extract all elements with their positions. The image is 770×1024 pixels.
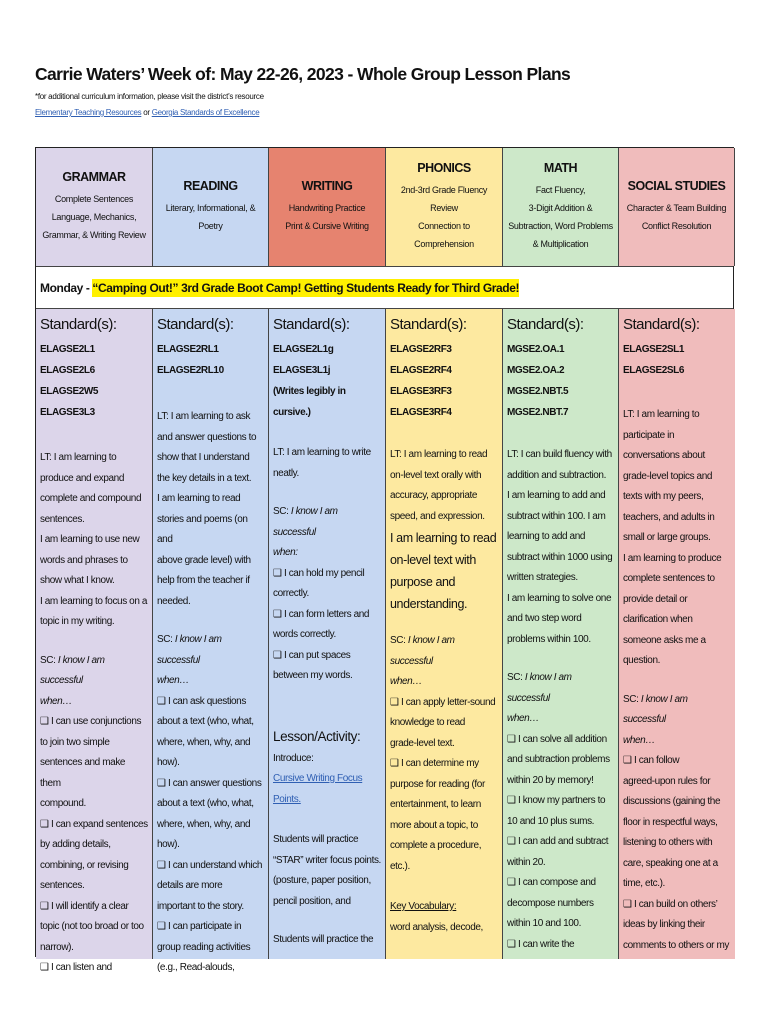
writing-cell — [269, 309, 386, 959]
monday-label: Monday - “Camping Out!” 3rd Grade Boot Camp! Getting Students Ready for Third Grade! — [40, 280, 520, 295]
learning-target-big: I am learning to read on-level text with purpose and understanding. — [390, 531, 497, 611]
monday-theme-highlight: “Camping Out!” 3rd Grade Boot Camp! Getting Students Ready for Third Grade! — [92, 280, 520, 295]
standard-codes: ELAGSE2L1 ELAGSE2L6 ELAGSE2W5 ELAGSE3L3 — [40, 344, 99, 418]
resource-links — [35, 108, 259, 117]
georgia-standards-link[interactable]: Georgia Standards of Excellence — [151, 108, 260, 117]
standards-label: Standard(s): — [40, 316, 117, 333]
header-title: MATH — [543, 161, 578, 175]
success-criteria: SC: I know I am successful when… ❑ I can follow agreed-upon rules for discussions (gaining the floor in respectful ways, listening to others with care, speaking one at a time, etc.). ❑ I can build on others’ ideas by linking their comments to others or my — [623, 693, 729, 951]
standards-label: Standard(s): — [273, 316, 350, 333]
or-text: or — [143, 108, 150, 117]
standard-codes: MGSE2.OA.1 MGSE2.OA.2 MGSE2.NBT.5 MGSE2.NBT.7 — [507, 344, 569, 418]
standards-label: Standard(s): — [157, 316, 234, 333]
header-grammar — [36, 148, 153, 266]
lesson-activity-label: Lesson/Activity: — [273, 728, 361, 744]
standards-label: Standard(s): — [507, 316, 584, 333]
header-title: WRITING — [301, 179, 353, 193]
header-subtitle: 2nd-3rd Grade Fluency Review Connection to Comprehension — [400, 185, 488, 249]
success-criteria: SC: I know I am successful when… ❑ I can apply letter-sound knowledge to read grade-level text. ❑ I can determine my purpose for reading (for entertainment, to learn more about a topic, to complete a procedure, etc.). — [390, 635, 496, 872]
learning-target: LT: I can build fluency with addition and subtraction. I am learning to add and subtract within 100. I am learning to add and subtract within 1000 using written strategies. I am learning to solve one and two step word problems within 100. — [507, 449, 613, 645]
introduce-label: Introduce: — [273, 752, 314, 764]
header-reading — [153, 148, 269, 266]
standard-codes: ELAGSE2L1g ELAGSE3L1j (Writes legibly in cursive.) — [273, 344, 346, 418]
monday-banner — [36, 266, 733, 309]
learning-target: LT: I am learning to ask and answer questions to show that I understand the key details in a text. I am learning to read stories and poems (on and above grade level) with help from the teacher if needed. — [157, 411, 257, 607]
learning-target: LT: I am learning to read on-level text orally with accuracy, appropriate speed, and expression. — [390, 449, 488, 522]
header-math — [503, 148, 619, 266]
lesson-plan-table — [35, 147, 734, 973]
page-title: Carrie Waters’ Week of: May 22-26, 2023 - Whole Group Lesson Plans — [35, 64, 571, 84]
phonics-cell — [386, 309, 503, 959]
header-subtitle: Character & Team Building Conflict Resolution — [626, 203, 727, 231]
header-subtitle: Literary, Informational, & Poetry — [165, 203, 256, 231]
header-title: SOCIAL STUDIES — [627, 179, 726, 193]
math-cell — [503, 309, 619, 959]
practice-text: Students will practice “STAR” writer focus points. (posture, paper position, pencil position, and — [273, 834, 381, 907]
reading-cell — [153, 309, 269, 973]
elementary-resources-link[interactable]: Elementary Teaching Resources — [35, 108, 142, 117]
cursive-writing-link[interactable]: Cursive Writing Focus Points. — [273, 773, 363, 805]
grammar-cell — [36, 309, 153, 973]
standard-codes: ELAGSE2RF3 ELAGSE2RF4 ELAGSE3RF3 ELAGSE3RF4 — [390, 344, 452, 418]
header-phonics — [386, 148, 503, 266]
success-criteria: SC: I know I am successful when… ❑ I can use conjunctions to join two simple sentences and make them compound. ❑ I can expand sentences by adding details, combining, or revising sentences. ❑ I will identify a clear topic (not too broad or too narrow). ❑ I can listen and — [40, 654, 148, 973]
header-writing — [269, 148, 386, 266]
header-subtitle: Handwriting Practice Print & Cursive Writing — [285, 203, 369, 231]
header-subtitle: Fact Fluency, 3-Digit Addition & Subtraction, Word Problems & Multiplication — [508, 185, 613, 249]
success-criteria: SC: I know I am successful when: ❑ I can hold my pencil correctly. ❑ I can form letters and words correctly. ❑ I can put spaces between my words. — [273, 506, 370, 681]
standards-label: Standard(s): — [623, 316, 700, 333]
success-criteria: SC: I know I am successful when… ❑ I can ask questions about a text (who, what, where, when, why, and how). ❑ I can answer questions about a text (who, what, where, when, why, and how). ❑ I can understand which details are more important to the story. ❑ I can participate in group reading activities (e.g., Read-alouds, — [157, 634, 262, 973]
standards-label: Standard(s): — [390, 316, 467, 333]
learning-target: LT: I am learning to write neatly. — [273, 447, 371, 479]
header-title: PHONICS — [417, 161, 471, 175]
key-vocabulary-text: word analysis, decode, — [390, 921, 483, 933]
resource-note: *for additional curriculum information, please visit the district’s resource — [35, 92, 264, 101]
learning-target: LT: I am learning to participate in conversations about grade-level topics and texts with my peers, teachers, and adults in small or large groups. I am learning to produce complete sentences to provide detail or clarification when someone asks me a question. — [623, 409, 722, 666]
header-social-studies — [619, 148, 735, 266]
standard-codes: ELAGSE2RL1 ELAGSE2RL10 — [157, 344, 224, 376]
success-criteria: SC: I know I am successful when… ❑ I can solve all addition and subtraction problems within 20 by memory! ❑ I know my partners to 10 and 10 plus sums. ❑ I can add and subtract within 20. ❑ I can compose and decompose numbers within 10 and 100. ❑ I can write the — [507, 672, 610, 950]
standard-codes: ELAGSE2SL1 ELAGSE2SL6 — [623, 344, 685, 376]
social-studies-cell — [619, 309, 735, 959]
header-title: GRAMMAR — [62, 170, 126, 184]
header-subtitle: Complete Sentences Language, Mechanics, Grammar, & Writing Review — [42, 194, 146, 240]
key-vocabulary-label: Key Vocabulary: — [390, 901, 457, 912]
practice-text-2: Students will practice the — [273, 934, 374, 945]
learning-target: LT: I am learning to produce and expand complete and compound sentences. I am learning to use new words and phrases to show what I know. I am learning to focus on a topic in my writing. — [40, 452, 148, 627]
header-title: READING — [183, 179, 238, 193]
